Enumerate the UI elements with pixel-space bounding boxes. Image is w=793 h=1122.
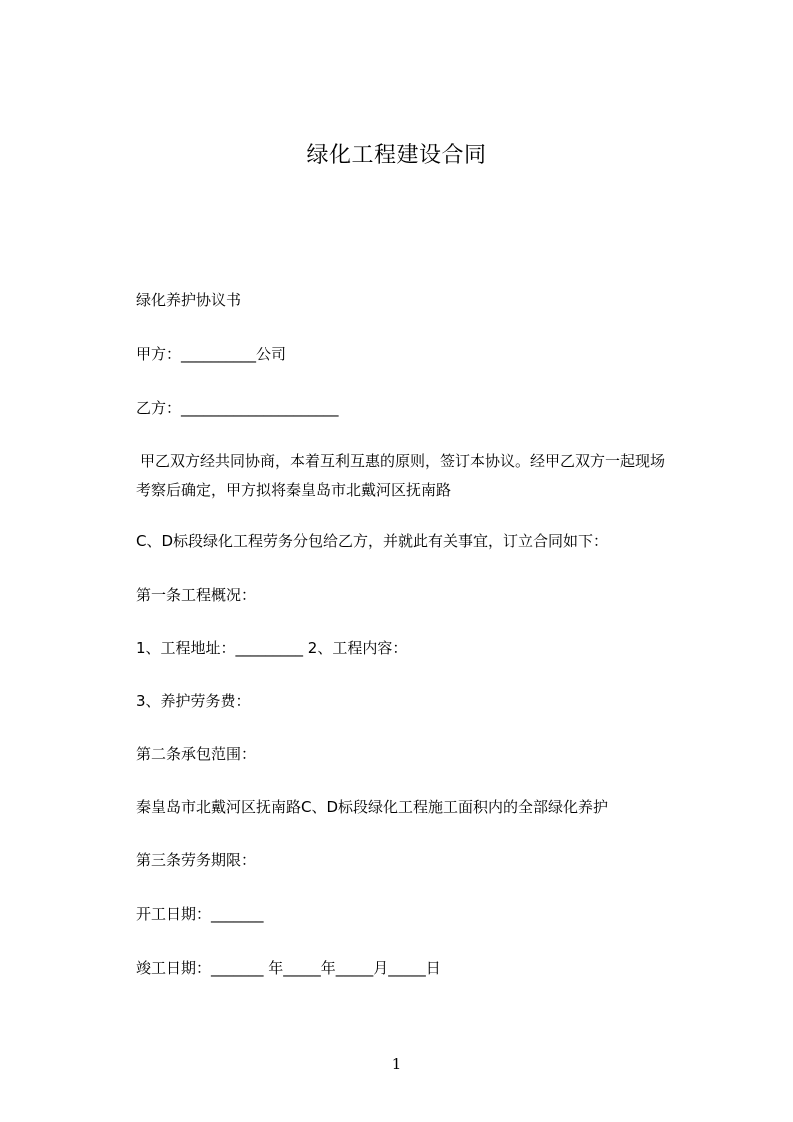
article-2-heading: 第二条承包范围： [136, 745, 257, 763]
article-1-heading: 第一条工程概况： [136, 586, 257, 604]
article-2-text: 秦皇岛市北戴河区抚南路C、D标段绿化工程施工面积内的全部绿化养护 [136, 798, 609, 816]
intro-paragraph [136, 447, 676, 505]
page-number: 1 [391, 1055, 402, 1073]
article-1-items: 1、工程地址：_________ 2、工程内容： [136, 639, 408, 657]
article-1-fee: 3、养护劳务费： [136, 692, 251, 710]
subtitle: 绿化养护协议书 [136, 291, 242, 309]
intro-continuation: C、D标段绿化工程劳务分包给乙方，并就此有关事宜，订立合同如下： [136, 532, 609, 550]
start-date-line: 开工日期：_______ [136, 905, 264, 923]
document-title: 绿化工程建设合同 [306, 143, 487, 168]
end-date-line: 竣工日期：_______ 年_____年_____月_____日 [136, 959, 441, 977]
article-3-heading: 第三条劳务期限： [136, 851, 257, 869]
party-a-line: 甲方：__________公司 [136, 345, 287, 363]
intro-paragraph-text: 甲乙双方经共同协商，本着互利互惠的原则，签订本协议。经甲乙双方一起现场考察后确定，甲方拟将秦皇岛市北戴河区抚南路 [136, 452, 666, 499]
party-b-line: 乙方：_____________________ [136, 399, 339, 417]
